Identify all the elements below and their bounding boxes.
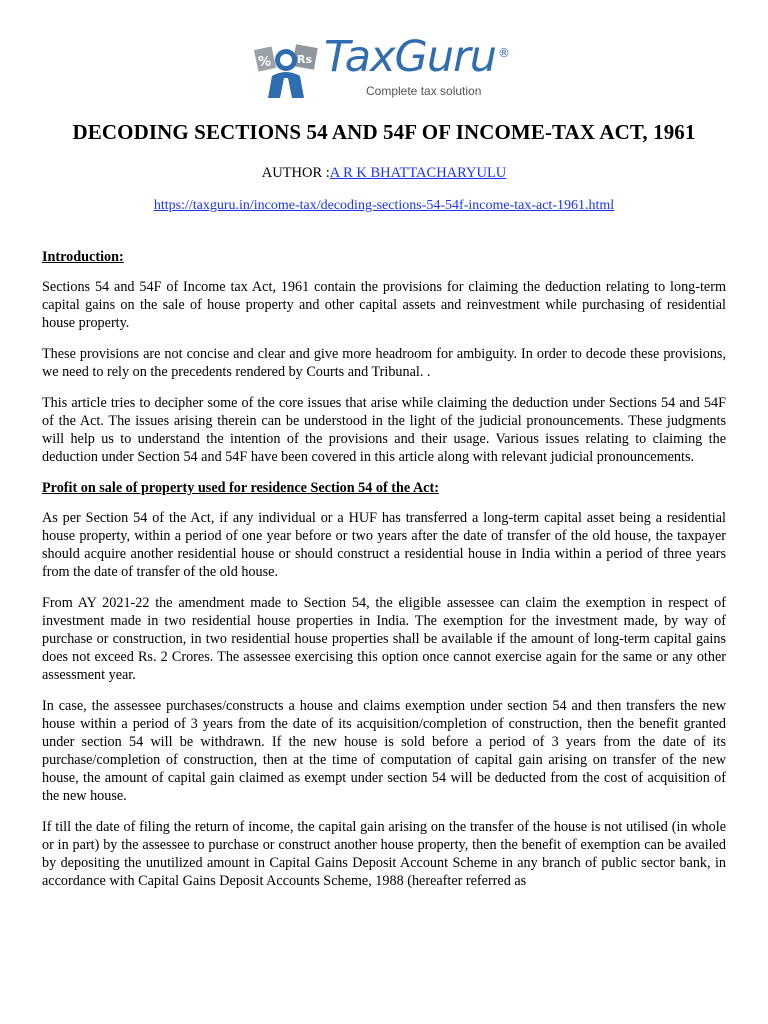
author-label: AUTHOR : <box>261 165 330 181</box>
logo-wordmark: TaxGuru <box>324 32 497 82</box>
introduction-heading: Introduction: <box>42 249 124 265</box>
intro-paragraph: Sections 54 and 54F of Income tax Act, 1961 contain the provisions for claiming the deduction relating to long-term capital gains on the sale of house property and other capital assets and reinvestment while purchasing of residential house property. <box>42 279 726 331</box>
intro-paragraph: This article tries to decipher some of the core issues that arise while claiming the deduction under Sections 54 and 54F of the Act. The issues arising therein can be understood in the light of the judicial pronouncements. These judgments will help us to understand the intention of the provisions and their usage. Various issues relating to claiming the deduction under Section 54 and 54F have been covered in this article along with relevant judicial pronouncements. <box>42 395 726 465</box>
section-54-paragraph: If till the date of filing the return of income, the capital gain arising on the transfer of the house is not utilised (in whole or in part) by the assessee to purchase or construct another house property, then the benefit of exemption can be availed by depositing the unutilized amount in Capital Gains Deposit Account Scheme in any branch of public sector bank, in accordance with Capital Gains Deposit Accounts Scheme, 1988 (hereafter referred as <box>42 819 726 889</box>
registered-mark: ® <box>498 46 510 60</box>
taxguru-logo[interactable] <box>254 32 516 102</box>
taxguru-emblem-icon <box>254 40 322 100</box>
author-link[interactable]: A R K BHATTACHARYULU <box>329 165 507 181</box>
section-54-paragraph: As per Section 54 of the Act, if any individual or a HUF has transferred a long-term capital asset being a residential house property, within a period of one year before or two years after the date of transfer of the old house, the taxpayer should acquire another residential house or should construct a residential house in India within a period of three years from the date of transfer of the old house. <box>42 510 726 580</box>
rupee-glyph: Rs <box>297 53 313 66</box>
section-54-paragraph: In case, the assessee purchases/constructs a house and claims exemption under section 54 and then transfers the new house within a period of 3 years from the date of its acquisition/completion of construction, then the benefit granted under section 54 will be withdrawn. If the new house is sold before a period of 3 years from the date of its purchase/completion of construction, then at the time of computation of capital gain arising on transfer of the new house, the amount of capital gain claimed as exempt under section 54 will be deducted from the cost of acquisition of the new house. <box>42 698 726 804</box>
document-title: DECODING SECTIONS 54 AND 54F OF INCOME-TAX ACT, 1961 <box>72 120 696 144</box>
article-body <box>42 248 726 903</box>
source-url-link[interactable]: https://taxguru.in/income-tax/decoding-sections-54-54f-income-tax-act-1961.html <box>153 198 615 213</box>
percent-glyph: % <box>258 55 272 70</box>
author-line <box>0 165 768 182</box>
intro-paragraph: These provisions are not concise and clear and give more headroom for ambiguity. In order to decode these provisions, we need to rely on the precedents rendered by Courts and Tribunal. . <box>42 346 726 380</box>
section-54-heading: Profit on sale of property used for residence Section 54 of the Act: <box>42 480 439 496</box>
section-54-paragraph: From AY 2021-22 the amendment made to Section 54, the eligible assessee can claim the exemption in respect of investment made in two residential house properties in India. The exemption for the investment made, by way of purchase or construction, in two residential house properties shall be available if the amount of long-term capital gains does not exceed Rs. 2 Crores. The assessee exercising this option once cannot exercise again for the same or any other assessment year. <box>42 595 726 683</box>
logo-tagline: Complete tax solution <box>366 84 482 98</box>
